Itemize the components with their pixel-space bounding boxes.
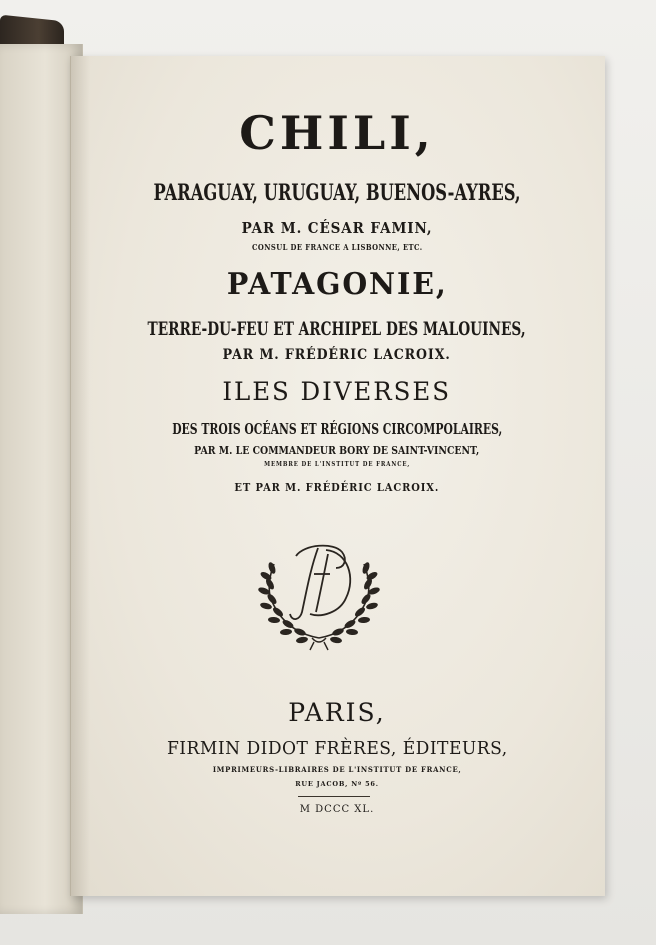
imprint-publisher-note: IMPRIMEURS-LIBRAIRES DE L'INSTITUT DE FRANCE, bbox=[212, 765, 462, 774]
monogram-wreath-icon bbox=[256, 534, 382, 654]
author-famin: PAR M. CÉSAR FAMIN, bbox=[241, 219, 433, 237]
author-bory-role: MEMBRE DE L'INSTITUT DE FRANCE, bbox=[263, 461, 411, 468]
monogram-script bbox=[290, 546, 350, 619]
main-title: CHILI, bbox=[239, 106, 435, 160]
imprint-address: RUE JACOB, Nº 56. bbox=[295, 780, 379, 788]
author-famin-role: CONSUL DE FRANCE A LISBONNE, ETC. bbox=[251, 242, 423, 252]
author-lacroix-2: ET PAR M. FRÉDÉRIC LACROIX. bbox=[234, 481, 440, 494]
author-lacroix: PAR M. FRÉDÉRIC LACROIX. bbox=[222, 347, 452, 363]
subtitle-terre-du-feu: TERRE-DU-FEU ET ARCHIPEL DES MALOUINES, bbox=[147, 318, 527, 340]
title-page-content bbox=[70, 56, 604, 896]
title-iles-diverses: ILES DIVERSES bbox=[222, 377, 452, 406]
title-patagonie: PATAGONIE, bbox=[226, 267, 448, 302]
imprint-rule bbox=[298, 796, 370, 797]
subtitle-trois-oceans: DES TROIS OCÉANS ET RÉGIONS CIRCOMPOLAIRES, bbox=[171, 420, 503, 438]
imprint-publisher: FIRMIN DIDOT FRÈRES, ÉDITEURS, bbox=[166, 738, 508, 759]
imprint-city: PARIS, bbox=[288, 698, 386, 727]
wreath-ribbon bbox=[310, 638, 328, 650]
imprint-year: M DCCC XL. bbox=[299, 804, 375, 815]
subtitle: PARAGUAY, URUGUAY, BUENOS-AYRES, bbox=[153, 180, 521, 206]
author-bory: PAR M. LE COMMANDEUR BORY DE SAINT-VINCENT, bbox=[194, 444, 480, 457]
